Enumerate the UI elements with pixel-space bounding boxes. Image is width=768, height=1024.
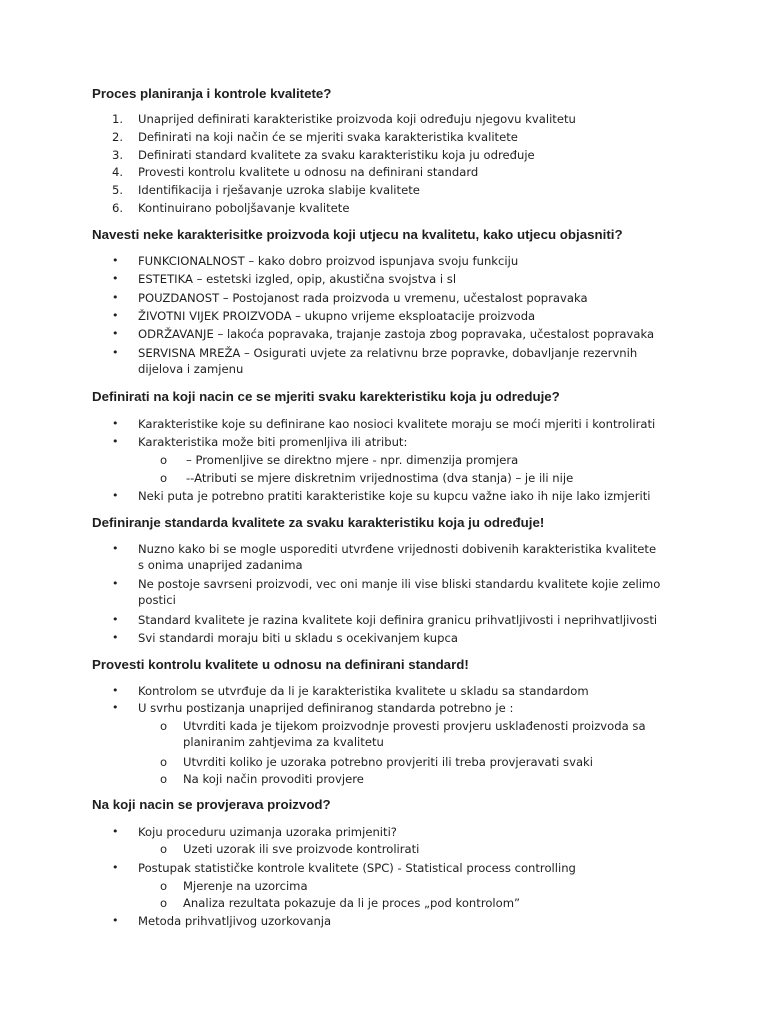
sub-list-item: Utvrditi kada je tijekom proizvodnje provesti provjeru usklađenosti proizvoda sa planiranim zahtjevima za kvalitetu (183, 719, 646, 749)
list-item: Koju proceduru uzimanja uzoraka primjeniti? (138, 825, 397, 839)
bullet-marker: • (112, 309, 119, 322)
bullet-marker: • (112, 417, 119, 430)
circle-marker: o (160, 755, 168, 769)
circle-marker: o (160, 842, 168, 856)
bullet-marker: • (112, 327, 119, 340)
bullet-marker: • (112, 701, 119, 714)
list-item: Ne postoje savrseni proizvodi, vec oni manje ili vise bliski standardu kvalitete kojie zelimo postici (138, 577, 661, 607)
bullet-marker: • (112, 684, 119, 697)
section-heading-control: Provesti kontrolu kvalitete u odnosu na definirani standard! (92, 657, 469, 672)
circle-marker: o (160, 879, 168, 893)
bullet-marker: • (112, 542, 119, 555)
list-item: Identifikacija i rješavanje uzroka slabije kvalitete (138, 183, 420, 197)
circle-marker: o (160, 772, 168, 786)
circle-marker: o (160, 453, 168, 467)
sub-list-item: Utvrditi koliko je uzoraka potrebno provjeriti ili treba provjeravati svaki (183, 755, 593, 769)
list-item: ESTETIKA – estetski izgled, opip, akustična svojstva i sl (138, 272, 457, 286)
list-item: Definirati standard kvalitete za svaku karakteristiku koja ju određuje (138, 148, 535, 162)
bullet-marker: • (112, 825, 119, 838)
bullet-marker: • (112, 861, 119, 874)
list-item: SERVISNA MREŽA – Osigurati uvjete za relativnu brze popravke, dobavljanje rezervnih dijelova i zamjenu (138, 346, 638, 376)
bullet-marker: • (112, 914, 119, 927)
list-item: U svrhu postizanja unaprijed definiranog standarda potrebno je : (138, 701, 514, 715)
bullet-marker: • (112, 577, 119, 590)
circle-marker: o (160, 471, 168, 485)
list-item: Nuzno kako bi se mogle usporediti utvrđene vrijednosti dobivenih karakteristika kvalitete s onima unaprijed zadanima (138, 542, 657, 572)
bullet-marker: • (112, 489, 119, 502)
sub-list-item: – Promenljive se direktno mjere - npr. dimenzija promjera (186, 453, 519, 467)
list-item: Neki puta je potrebno pratiti karakteristike koje su kupcu važne iako ih nije lako izmjeriti (138, 489, 651, 503)
section-heading-measurement: Definirati na koji nacin ce se mjeriti svaku karekteristiku koja ju odreduje? (92, 389, 560, 404)
bullet-marker: • (112, 613, 119, 626)
list-item: Kontrolom se utvrđuje da li je karakteristika kvalitete u skladu sa standardom (138, 684, 589, 698)
sub-list-item: --Atributi se mjere diskretnim vrijednostima (dva stanja) – je ili nije (186, 471, 574, 485)
list-number: 3. (112, 148, 124, 162)
list-item: Standard kvalitete je razina kvalitete koji definira granicu prihvatljivosti i neprihvatljivosti (138, 613, 658, 627)
list-item: POUZDANOST – Postojanost rada proizvoda u vremenu, učestalost popravaka (138, 291, 588, 305)
list-item: Kontinuirano poboljšavanje kvalitete (138, 201, 350, 215)
sub-list-item: Mjerenje na uzorcima (183, 879, 308, 893)
bullet-marker: • (112, 254, 119, 267)
bullet-marker: • (112, 346, 119, 359)
section-heading-planning: Proces planiranja i kontrole kvalitete? (92, 86, 332, 101)
list-number: 1. (112, 112, 124, 126)
list-item: Svi standardi moraju biti u skladu s ocekivanjem kupca (138, 631, 458, 645)
list-number: 6. (112, 201, 124, 215)
section-heading-verification: Na koji nacin se provjerava proizvod? (92, 797, 331, 812)
bullet-marker: • (112, 435, 119, 448)
bullet-marker: • (112, 272, 119, 285)
sub-list-item: Na koji način provoditi provjere (183, 772, 364, 786)
list-item: Provesti kontrolu kvalitete u odnosu na definirani standard (138, 165, 479, 179)
list-item: Unaprijed definirati karakteristike proizvoda koji određuju njegovu kvalitetu (138, 112, 576, 126)
list-item: Metoda prihvatljivog uzorkovanja (138, 914, 332, 928)
list-item: Definirati na koji način će se mjeriti svaka karakteristika kvalitete (138, 130, 518, 144)
sub-list-item: Uzeti uzorak ili sve proizvode kontrolirati (183, 842, 420, 856)
section-heading-standards: Definiranje standarda kvalitete za svaku karakteristiku koja ju određuje! (92, 515, 545, 530)
list-item: ŽIVOTNI VIJEK PROIZVODA – ukupno vrijeme eksploatacije proizvoda (138, 309, 536, 323)
sub-list-item: Analiza rezultata pokazuje da li je proces „pod kontrolom” (183, 896, 521, 910)
circle-marker: o (160, 719, 168, 733)
circle-marker: o (160, 896, 168, 910)
section-heading-characteristics: Navesti neke karakterisitke proizvoda koji utjecu na kvalitetu, kako utjecu objasniti? (92, 227, 623, 242)
list-number: 2. (112, 130, 124, 144)
bullet-marker: • (112, 291, 119, 304)
list-item: FUNKCIONALNOST – kako dobro proizvod ispunjava svoju funkciju (138, 254, 519, 268)
list-number: 4. (112, 165, 124, 179)
list-item: Postupak statističke kontrole kvalitete (SPC) - Statistical process controlling (138, 861, 576, 875)
list-item: Karakteristike koje su definirane kao nosioci kvalitete moraju se moći mjeriti i kontrolirati (138, 417, 656, 431)
list-number: 5. (112, 183, 124, 197)
list-item: Karakteristika može biti promenljiva ili atribut: (138, 435, 408, 449)
list-item: ODRŽAVANJE – lakoća popravaka, trajanje zastoja zbog popravaka, učestalost popravaka (138, 327, 655, 341)
bullet-marker: • (112, 631, 119, 644)
